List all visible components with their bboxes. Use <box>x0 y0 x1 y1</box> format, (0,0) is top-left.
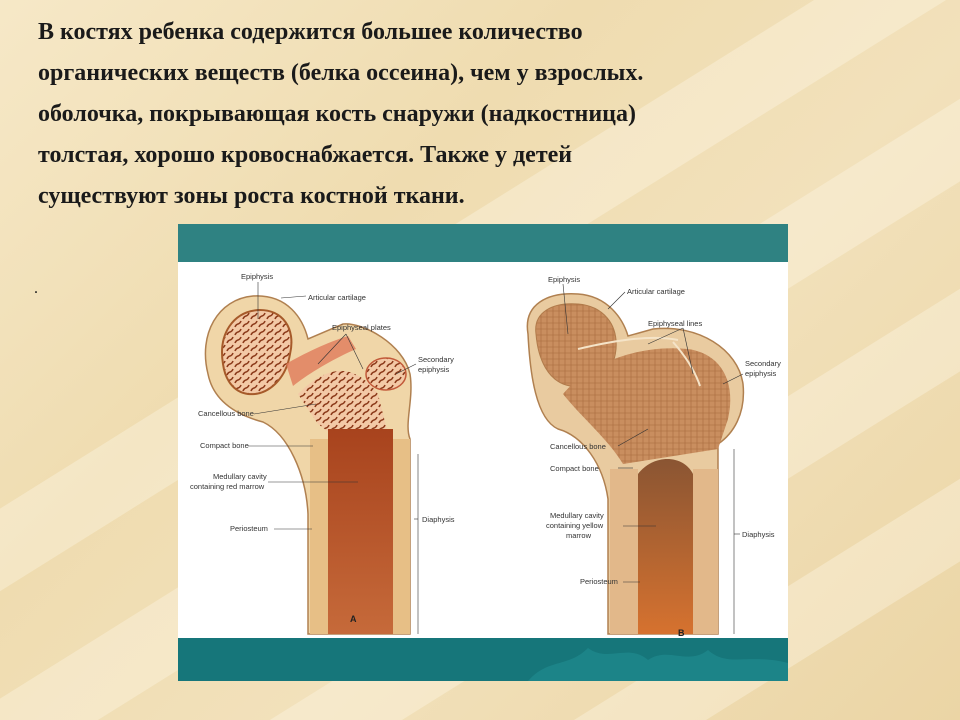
bullet-dot: . <box>34 280 38 297</box>
label-periosteum-b: Periosteum <box>580 577 618 586</box>
label-epiphyseal-lines-b: Epiphyseal lines <box>648 319 703 328</box>
compact-wall-left-a <box>310 439 328 634</box>
label-secondary-a-2: epiphysis <box>418 365 450 374</box>
compact-wall-left-b <box>610 469 638 634</box>
panel-b-letter: B <box>678 628 685 638</box>
label-diaphysis-b: Diaphysis <box>742 530 775 539</box>
compact-wall-right-b <box>693 469 718 634</box>
label-epiphysis-b: Epiphysis <box>548 275 581 284</box>
secondary-epiphysis-a <box>366 358 406 390</box>
label-medullary-b-1: Medullary cavity <box>550 511 604 520</box>
label-compact-b: Compact bone <box>550 464 599 473</box>
figure-bottom-band <box>178 638 788 681</box>
label-epiphysis-a: Epiphysis <box>241 272 274 281</box>
medullary-cavity-b <box>638 459 693 634</box>
label-compact-a: Compact bone <box>200 441 249 450</box>
panel-a <box>190 272 455 634</box>
medullary-cavity-a <box>328 429 393 634</box>
bone-figure <box>178 224 788 681</box>
label-cancellous-a: Cancellous bone <box>198 409 254 418</box>
panel-a-letter: A <box>350 614 357 624</box>
label-secondary-b-1: Secondary <box>745 359 781 368</box>
slide-text: В костях ребенка содержится большее количество органических веществ (белка оссеина), чем у взрослых. оболочка, покрывающая кость снаружи (надкостница) толстая, хорошо кровоснабжается. Также у детей существуют зоны роста костной ткани. <box>38 19 644 209</box>
compact-wall-right-a <box>393 439 410 634</box>
label-medullary-b-3: marrow <box>566 531 592 540</box>
label-secondary-b-2: epiphysis <box>745 369 777 378</box>
panel-b <box>527 275 781 638</box>
label-periosteum-a: Periosteum <box>230 524 268 533</box>
label-medullary-b-2: containing yellow <box>546 521 604 530</box>
label-epiphyseal-plates-a: Epiphyseal plates <box>332 323 391 332</box>
label-medullary-a-2: containing red marrow <box>190 482 265 491</box>
label-diaphysis-a: Diaphysis <box>422 515 455 524</box>
bone-diagram <box>178 224 788 681</box>
label-articular-cartilage-a: Articular cartilage <box>308 293 366 302</box>
label-medullary-a-1: Medullary cavity <box>213 472 267 481</box>
label-secondary-a-1: Secondary <box>418 355 454 364</box>
label-articular-cartilage-b: Articular cartilage <box>627 287 685 296</box>
label-cancellous-b: Cancellous bone <box>550 442 606 451</box>
